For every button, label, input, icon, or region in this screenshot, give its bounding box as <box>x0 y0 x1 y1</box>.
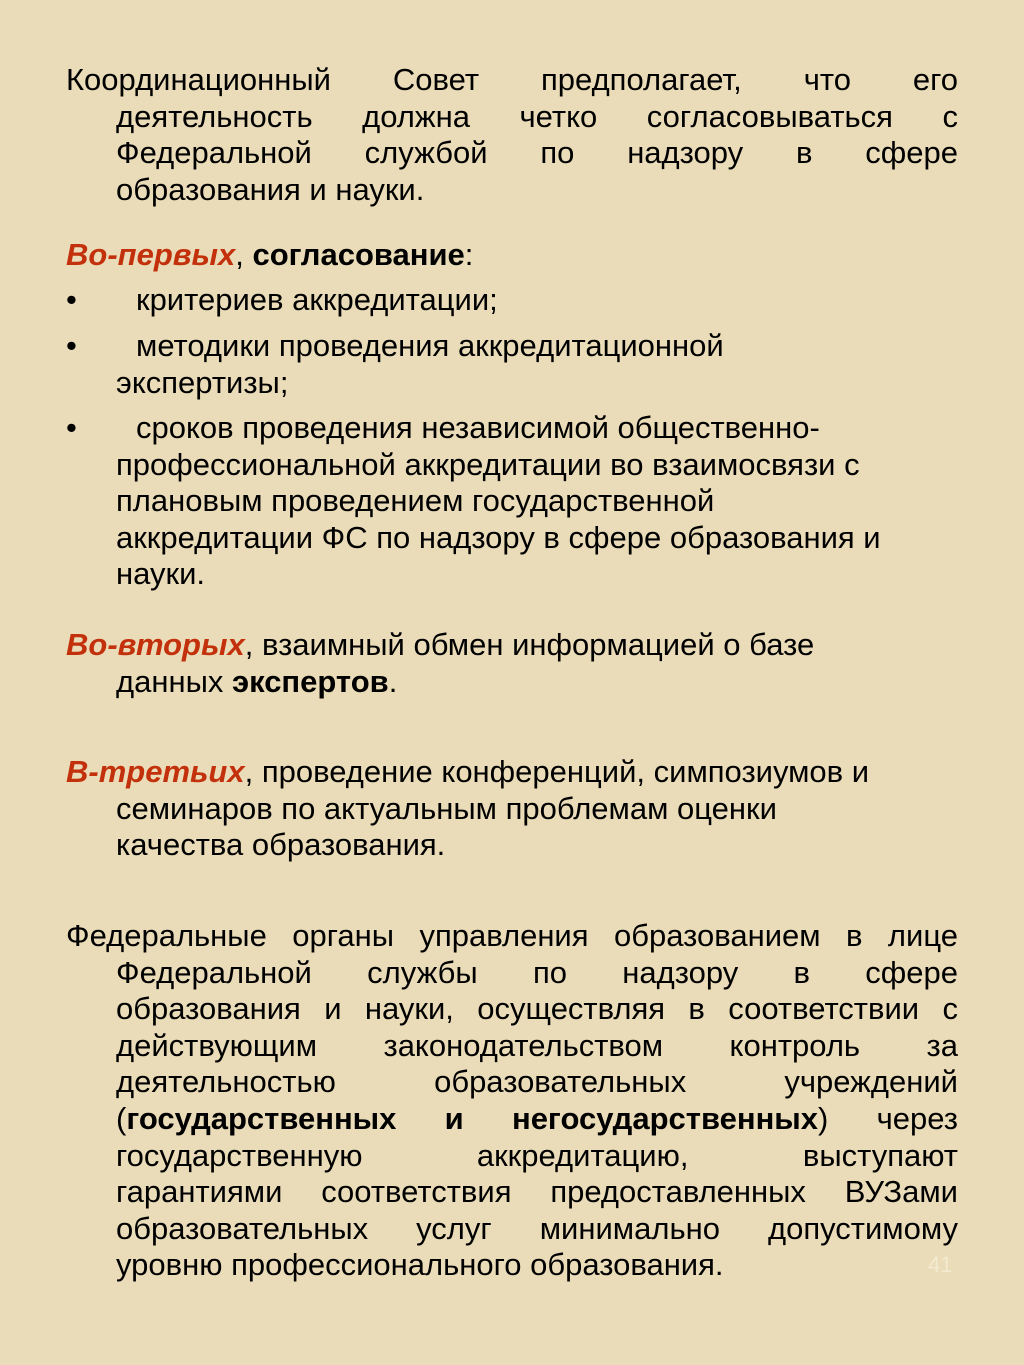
second-keyword: экспертов <box>231 663 389 699</box>
third-paragraph <box>66 754 958 864</box>
bullet-icon: • <box>66 328 77 363</box>
second-line-2 <box>66 664 958 701</box>
final-paragraph <box>66 918 958 1284</box>
bullet-text: методики проведения аккредитационной <box>136 328 724 363</box>
third-line-2: семинаров по актуальным проблемам оценки <box>116 790 777 826</box>
bullet-text: критериев аккредитации; <box>136 282 498 317</box>
bullet-icon: • <box>66 282 77 317</box>
intro-paragraph <box>66 62 958 208</box>
bullet-text-cont: экспертизы; <box>116 364 289 400</box>
bullet-text-cont: аккредитации ФС по надзору в сфере образования и <box>116 519 881 555</box>
bullet-text-cont: профессиональной аккредитации во взаимосвязи с <box>116 446 860 482</box>
second-line-2-pre: данных <box>116 663 232 699</box>
first-colon: : <box>464 237 474 272</box>
final-line-9: образовательных услуг минимально допустимому <box>116 1210 958 1246</box>
intro-line-3: Федеральной службой по надзору в сфере <box>116 135 958 171</box>
second-end: . <box>388 663 398 699</box>
second-paragraph <box>66 627 958 700</box>
third-lead: В-третьих <box>66 754 245 789</box>
final-line-8: гарантиями соответствия предоставленных ВУЗами <box>116 1174 958 1210</box>
intro-line-2: деятельность должна четко согласовываться с <box>116 98 958 134</box>
bullet-icon: • <box>66 410 77 445</box>
bullet-item-deadlines <box>66 410 958 593</box>
final-line-6-open: ( <box>116 1100 127 1136</box>
final-line-2: Федеральной службы по надзору в сфере <box>116 954 958 990</box>
final-line-4: действующим законодательством контроль за <box>116 1027 958 1063</box>
intro-line-4: образования и науки. <box>116 171 425 207</box>
final-line-10: уровню профессионального образования. <box>116 1247 724 1283</box>
final-line-5: деятельностью образовательных учреждений <box>116 1064 958 1100</box>
first-lead: Во-первых <box>66 237 236 272</box>
third-rest: , проведение конференций, симпозиумов и <box>244 754 870 789</box>
page-number: 41 <box>928 1252 953 1277</box>
final-line-1: Федеральные органы управления образованием в лице <box>66 918 958 953</box>
final-line-6-rest: ) через <box>818 1100 959 1136</box>
first-heading <box>66 237 958 274</box>
third-line-1 <box>66 754 958 791</box>
bullet-text: сроков проведения независимой общественно- <box>136 410 820 445</box>
final-line-7: государственную аккредитацию, выступают <box>116 1137 958 1173</box>
bullet-text-cont: плановым проведением государственной <box>116 483 715 519</box>
bullet-item-criteria <box>66 282 958 319</box>
second-rest: , взаимный обмен информацией о базе <box>244 627 815 662</box>
intro-line-1: Координационный Совет предполагает, что его <box>66 62 958 97</box>
final-line-3: образования и науки, осуществляя в соответствии с <box>116 991 958 1027</box>
first-keyword: согласование <box>252 237 465 272</box>
second-lead: Во-вторых <box>66 627 245 662</box>
bullet-text-cont: науки. <box>116 556 206 592</box>
final-line-6-bold: государственных и негосударственных <box>126 1100 819 1136</box>
third-line-3: качества образования. <box>116 827 446 863</box>
first-comma: , <box>235 237 244 272</box>
final-line-6 <box>66 1101 958 1138</box>
bullet-item-methodology <box>66 328 958 401</box>
second-line-1 <box>66 627 958 664</box>
